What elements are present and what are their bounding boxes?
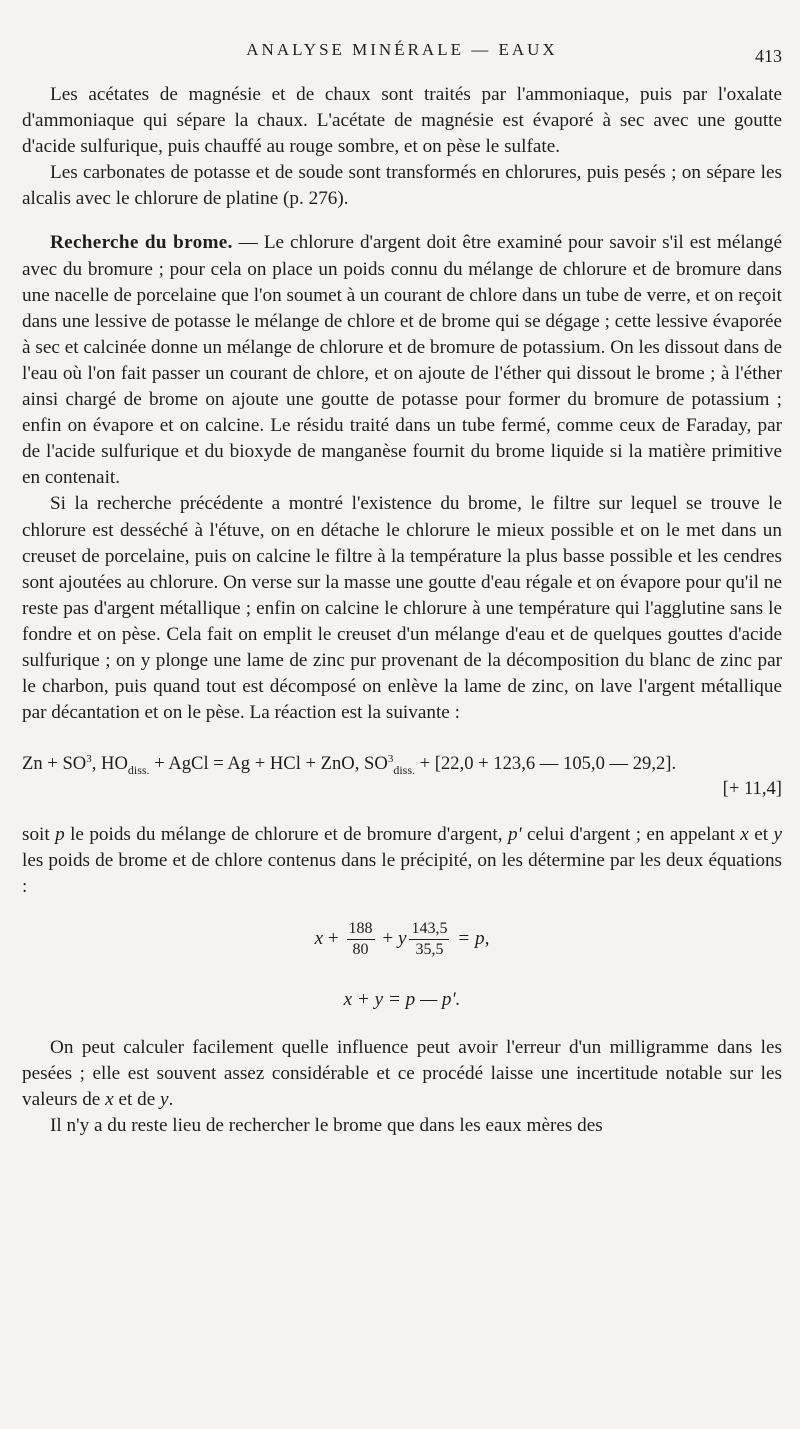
fraction-143-35: $\frac{143,5}{35,5}$ bbox=[411, 919, 448, 958]
paragraph-1: Les acétates de magnésie et de chaux sont traités par l'ammoniaque, puis par l'oxalate d'ammoniaque qui sépare la chaux. L'acétate de magnésie est évaporé à sec avec une goutte d'acide sulfurique, puis chauffé au rouge sombre, et on pèse le sulfate. bbox=[22, 84, 782, 158]
section-text: — Le chlorure d'argent doit être examiné pour savoir s'il est mélangé avec du bromure ; pour cela on place un poids connu du mélange de chlorure et de bromure dans une nacelle de porcelaine que l'on soumet à un courant de chlore dans un tube de verre, et on reçoit dans une lessive de potasse le mélange de chlore et de brome qui se dégage ; cette lessive évaporée à sec et calcinée donne un mélange de chlorure et de bromure de potassium. On les dissout dans de l'eau où l'on fait passer un courant de chlore, et on ajoute de l'éther qui dissout le brome ; à l'éther ainsi chargé de brome on ajoute une goutte de potasse pour former du bromure de potassium ; enfin on évapore et on calcine. Le résidu traité dans un tube fermé, comme ceux de Faraday, par de l'acide sulfurique et du bioxyde de manganèse fournit du brome liquide si la matière primitive en contenait. bbox=[22, 232, 782, 489]
reaction-line-1: $Zn + SO^3$, $HO_{diss.}$ + AgCl = Ag + HCl + ZnO, $SO^3_{diss.} + [22,0 + 123,6$ — 105,0 — 29,2]. bbox=[22, 753, 677, 778]
equation-1: x + $\frac{188}{80}$ + y $\frac{143,5}{35,5}$ = p, bbox=[314, 919, 490, 958]
paragraph-7: Il n'y a du reste lieu de rechercher le brome que dans les eaux mères des bbox=[50, 1114, 603, 1136]
reaction-equation bbox=[22, 746, 782, 806]
page-number: 413 bbox=[755, 46, 782, 66]
section-title: Recherche du brome. bbox=[50, 232, 233, 254]
running-head bbox=[22, 40, 782, 70]
running-title: ANALYSE MINÉRALE — EAUX bbox=[246, 40, 558, 59]
paragraph-2: Les carbonates de potasse et de soude sont transformés en chlorures, puis pesés ; on sépare les alcalis avec le chlorure de platine (p. 276). bbox=[22, 162, 782, 210]
reaction-line-2: [+ 11,4] bbox=[722, 778, 782, 800]
paragraph-6: On peut calculer facilement quelle influence peut avoir l'erreur d'un milligramme dans les pesées ; elle est souvent assez considérable et ce procédé laisse une incertitude notable sur les valeurs de x et de y. bbox=[22, 1036, 782, 1110]
paragraph-5: soit p le poids du mélange de chlorure et de bromure d'argent, p' celui d'argent ; en appelant x et y les poids de brome et de chlore contenus dans le précipité, on les détermine par les deux équations : bbox=[22, 824, 782, 898]
fraction-188-80: $\frac{188}{80}$ bbox=[348, 919, 373, 958]
paragraph-recherche-brome bbox=[22, 230, 782, 491]
paragraph-4: Si la recherche précédente a montré l'existence du brome, le filtre sur lequel se trouve le chlorure est desséché à l'étuve, on en détache le chlorure le mieux possible et on le met dans un creuset de porcelaine, puis on calcine le filtre à la température la plus basse possible et les cendres sont ajoutées au chlorure. On verse sur la masse une goutte d'eau régale et on évapore pour qu'il ne reste pas d'argent métallique ; enfin on calcine le chlorure à une température qui l'agglutine sans le fondre et on pèse. Cela fait on emplit le creuset d'un mélange d'eau et de quelques gouttes d'acide sulfurique ; on y plonge une lame de zinc pur provenant de la décomposition du blanc de zinc par le charbon, puis quand tout est décomposé on enlève la lame de zinc, on lave l'argent métallique par décantation et on le pèse. La réaction est la suivante : bbox=[22, 493, 782, 724]
body-text bbox=[22, 82, 782, 1139]
equation-2: x + y = p — p'. bbox=[343, 988, 461, 1010]
